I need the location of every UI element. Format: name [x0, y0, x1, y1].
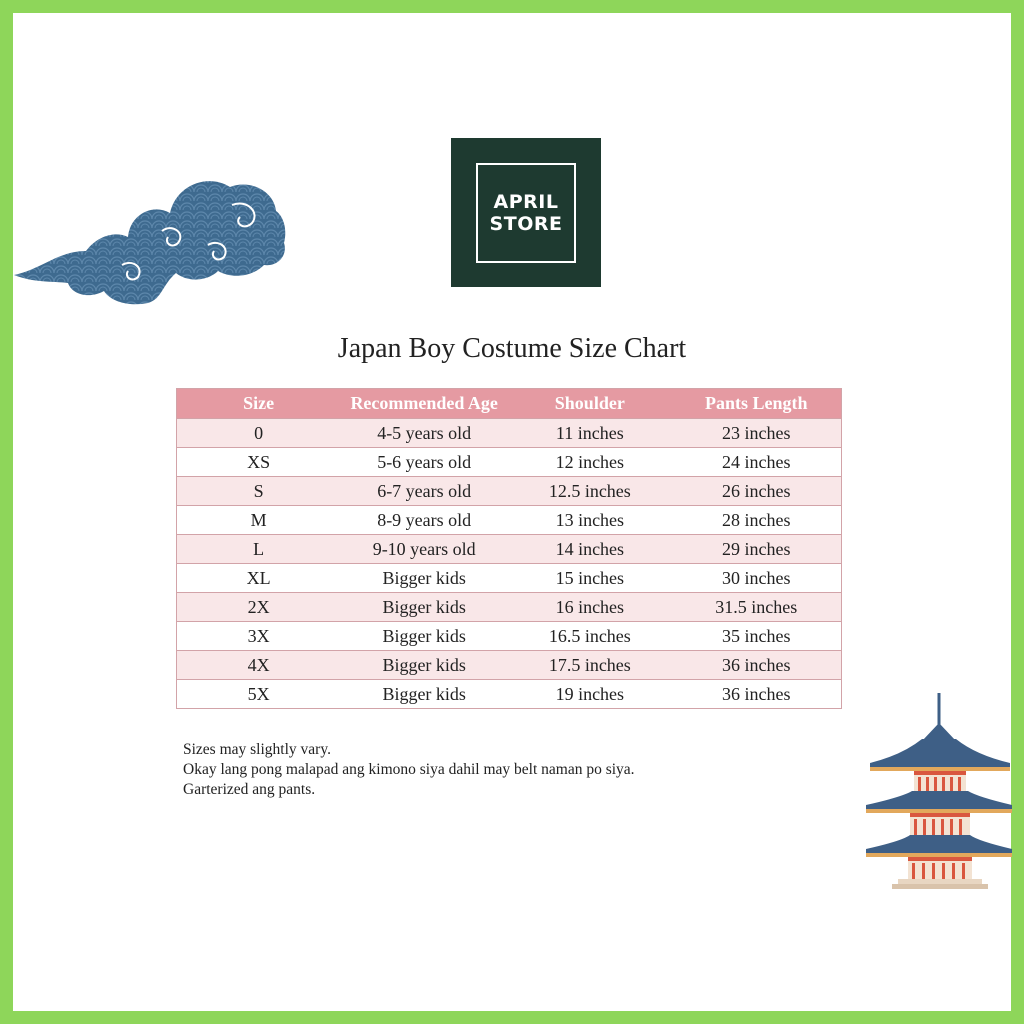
table-row	[177, 506, 842, 535]
cell-shoulder: 16 inches	[508, 593, 672, 622]
cell-shoulder: 16.5 inches	[508, 622, 672, 651]
header-size: Size	[177, 389, 341, 419]
table-row	[177, 477, 842, 506]
note-line: Okay lang pong malapad ang kimono siya dahil may belt naman po siya.	[183, 761, 635, 778]
logo-line-2: STORE	[489, 213, 563, 235]
page-title: Japan Boy Costume Size Chart	[337, 333, 687, 364]
cloud-illustration	[12, 165, 290, 305]
cell-pants-length: 23 inches	[672, 419, 842, 448]
cell-pants-length: 30 inches	[672, 564, 842, 593]
logo-frame	[476, 163, 576, 263]
cell-size: 4X	[177, 651, 341, 680]
cell-size: 2X	[177, 593, 341, 622]
table-row	[177, 564, 842, 593]
header-shoulder: Shoulder	[508, 389, 672, 419]
cell-pants-length: 31.5 inches	[672, 593, 842, 622]
cell-shoulder: 15 inches	[508, 564, 672, 593]
cell-shoulder: 11 inches	[508, 419, 672, 448]
cell-age: 5-6 years old	[340, 448, 508, 477]
cell-shoulder: 14 inches	[508, 535, 672, 564]
cell-age: Bigger kids	[340, 622, 508, 651]
april-store-logo	[451, 138, 601, 287]
table-row	[177, 419, 842, 448]
size-chart-table	[176, 388, 842, 709]
cell-age: Bigger kids	[340, 651, 508, 680]
cell-age: 8-9 years old	[340, 506, 508, 535]
cell-age: 4-5 years old	[340, 419, 508, 448]
notes-block	[183, 740, 635, 800]
cell-age: 9-10 years old	[340, 535, 508, 564]
table-row	[177, 680, 842, 709]
cell-pants-length: 26 inches	[672, 477, 842, 506]
cell-size: L	[177, 535, 341, 564]
cell-pants-length: 29 inches	[672, 535, 842, 564]
header-pants-length: Pants Length	[672, 389, 842, 419]
note-line: Sizes may slightly vary.	[183, 741, 331, 758]
cell-shoulder: 12 inches	[508, 448, 672, 477]
cell-pants-length: 28 inches	[672, 506, 842, 535]
cell-age: Bigger kids	[340, 593, 508, 622]
cell-shoulder: 17.5 inches	[508, 651, 672, 680]
table-row	[177, 622, 842, 651]
cell-size: 5X	[177, 680, 341, 709]
cell-age: Bigger kids	[340, 564, 508, 593]
table-row	[177, 535, 842, 564]
table-row	[177, 448, 842, 477]
cell-size: XL	[177, 564, 341, 593]
table-header-row	[177, 389, 842, 419]
cell-age: Bigger kids	[340, 680, 508, 709]
table-row	[177, 593, 842, 622]
cell-size: S	[177, 477, 341, 506]
header-recommended-age: Recommended Age	[340, 389, 508, 419]
cell-size: XS	[177, 448, 341, 477]
table-row	[177, 651, 842, 680]
cell-shoulder: 13 inches	[508, 506, 672, 535]
cell-size: M	[177, 506, 341, 535]
cell-pants-length: 35 inches	[672, 622, 842, 651]
cell-shoulder: 19 inches	[508, 680, 672, 709]
cell-size: 0	[177, 419, 341, 448]
cell-size: 3X	[177, 622, 341, 651]
cell-pants-length: 36 inches	[672, 680, 842, 709]
cell-age: 6-7 years old	[340, 477, 508, 506]
logo-line-1: APRIL	[493, 191, 559, 213]
cell-shoulder: 12.5 inches	[508, 477, 672, 506]
note-line: Garterized ang pants.	[183, 781, 316, 798]
pagoda-illustration	[862, 693, 1012, 889]
cell-pants-length: 24 inches	[672, 448, 842, 477]
cell-pants-length: 36 inches	[672, 651, 842, 680]
